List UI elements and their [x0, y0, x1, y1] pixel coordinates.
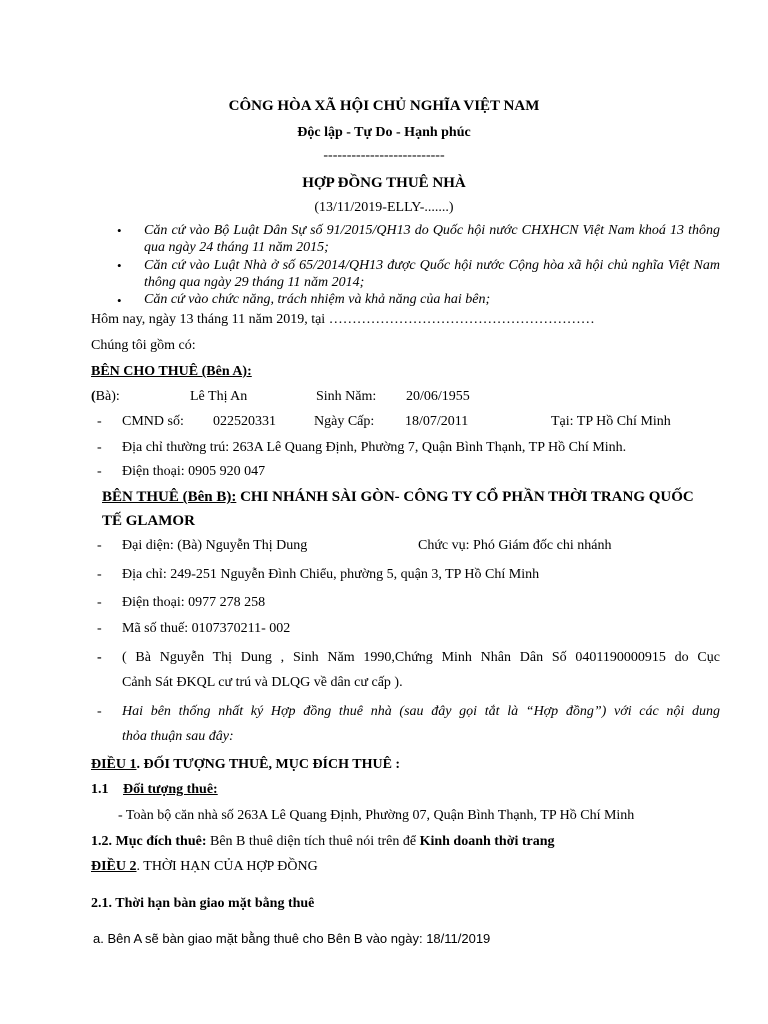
party-b-position: Chức vụ: Phó Giám đốc chi nhánh [418, 538, 612, 553]
party-a-dob: 20/06/1955 [406, 389, 470, 404]
party-a-address: Địa chỉ thường trú: 263A Lê Quang Định, Phường 7, Quận Bình Thạnh, TP Hồ Chí Minh. [122, 440, 627, 455]
party-a-title [91, 389, 120, 405]
intro-parties: Chúng tôi gồm có: [91, 338, 196, 353]
section-1-2 [91, 834, 555, 850]
dash: - [97, 704, 102, 719]
party-b-heading-line [102, 489, 694, 506]
agreement-line-2: thỏa thuận sau đây: [122, 729, 234, 744]
party-a-name: Lê Thị An [190, 389, 248, 404]
section-2-1-a: a. Bên A sẽ bàn giao mặt bằng thuê cho Bên B vào ngày: 18/11/2019 [93, 931, 491, 946]
legal-basis-3: Căn cứ vào chức năng, trách nhiệm và khả năng của hai bên; [144, 292, 491, 307]
party-a-issue-label: Ngày Cấp: [314, 414, 375, 429]
party-b-address: Địa chỉ: 249-251 Nguyễn Đình Chiểu, phường 5, quận 3, TP Hồ Chí Minh [122, 567, 540, 582]
party-b-heading: BÊN THUÊ (Bên B): [102, 489, 237, 505]
party-a-dob-label: Sinh Năm: [316, 389, 377, 404]
party-a-title-paren: ( [91, 389, 96, 404]
intro-date: Hôm nay, ngày 13 tháng 11 năm 2019, tại ………………………………………………… [91, 312, 595, 327]
section-1-1-title: Đối tượng thuê: [123, 782, 218, 797]
party-a-title-text: Bà): [95, 389, 120, 404]
section-1-1-num: 1.1 [91, 782, 109, 797]
party-a-id-number: 022520331 [213, 414, 276, 429]
dash: - [97, 595, 102, 610]
article-1-label: ĐIỀU 1 [91, 757, 137, 772]
article-2-label: ĐIỀU 2 [91, 859, 137, 874]
article-1-title: . ĐỐI TƯỢNG THUÊ, MỤC ĐÍCH THUÊ : [136, 757, 401, 772]
party-a-phone: Điện thoại: 0905 920 047 [122, 464, 266, 479]
nation-heading: CÔNG HÒA XÃ HỘI CHỦ NGHĨA VIỆT NAM [228, 98, 540, 114]
section-1-2-purpose: Kinh doanh thời trang [419, 834, 555, 849]
party-a-issue-date: 18/07/2011 [405, 414, 469, 429]
dash: - [97, 440, 102, 455]
party-b-note-1: ( Bà Nguyễn Thị Dung , Sinh Năm 1990,Chứng Minh Nhân Dân Số 0401190000915 do Cục [122, 650, 720, 665]
dash: - [97, 414, 102, 429]
dash: - [97, 538, 102, 553]
article-2-title: . THỜI HẠN CỦA HỢP ĐỒNG [136, 859, 318, 874]
dash: - [97, 567, 102, 582]
party-b-note-2: Cảnh Sát ĐKQL cư trú và DLQG về dân cư cấp ). [122, 675, 403, 690]
party-b-phone: Điện thoại: 0977 278 258 [122, 595, 266, 610]
dash: - [97, 464, 102, 479]
section-1-1-text: - Toàn bộ căn nhà số 263A Lê Quang Định, Phường 07, Quận Bình Thạnh, TP Hồ Chí Minh [118, 808, 635, 823]
party-a-id-label: CMND số: [122, 414, 184, 429]
section-1-2-text: Bên B thuê diện tích thuê nói trên để [206, 834, 420, 849]
article-2-heading [91, 859, 318, 875]
separator: -------------------------- [323, 148, 445, 163]
bullet-icon: • [117, 293, 122, 308]
section-2-1-title: 2.1. Thời hạn bàn giao mặt bằng thuê [91, 896, 315, 911]
dash: - [97, 621, 102, 636]
party-b-company-cont: TẾ GLAMOR [102, 513, 195, 529]
motto: Độc lập - Tự Do - Hạnh phúc [297, 125, 471, 140]
legal-basis-1: Căn cứ vào Bộ Luật Dân Sự số 91/2015/QH13 do Quốc hội nước CHXHCN Việt Nam khoá 13 thông qua ngày 24 tháng 11 năm 2015; [144, 223, 720, 255]
contract-title: HỢP ĐỒNG THUÊ NHÀ [302, 175, 466, 191]
party-b-rep: Đại diện: (Bà) Nguyễn Thị Dung [122, 538, 308, 553]
article-1-heading [91, 757, 400, 773]
bullet-icon: • [117, 258, 122, 273]
section-1-2-label: 1.2. Mục đích thuê: [91, 834, 207, 849]
agreement-line-1: Hai bên thống nhất ký Hợp đồng thuê nhà (sau đây gọi tắt là “Hợp đồng”) với các nội dung [122, 704, 720, 719]
dash: - [97, 650, 102, 665]
party-b-company: CHI NHÁNH SÀI GÒN- CÔNG TY CỔ PHẦN THỜI TRANG QUỐC [236, 489, 694, 505]
legal-basis-2: Căn cứ vào Luật Nhà ở số 65/2014/QH13 được Quốc hội nước Cộng hòa xã hội chủ nghĩa Việt Nam thông qua ngày 29 tháng 11 năm 2014; [144, 258, 720, 290]
bullet-icon: • [117, 223, 122, 238]
party-a-issue-place: Tại: TP Hồ Chí Minh [551, 414, 671, 429]
contract-code: (13/11/2019-ELLY-.......) [314, 200, 454, 215]
party-a-heading: BÊN CHO THUÊ (Bên A): [91, 364, 252, 379]
party-b-tax: Mã số thuế: 0107370211- 002 [122, 621, 291, 636]
